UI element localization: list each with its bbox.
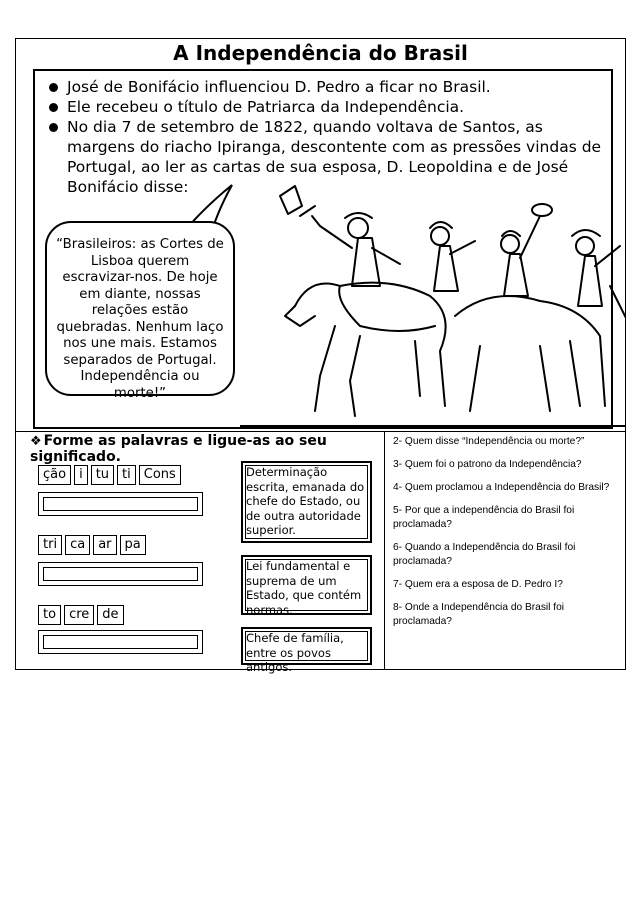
syllable-group-3 [38, 605, 124, 625]
passage-bullet: Ele recebeu o título de Patriarca da Independência. [45, 97, 605, 117]
syllable-tile: Cons [139, 465, 181, 485]
question-item: 6- Quando a Independência do Brasil foi proclamada? [393, 542, 576, 567]
exercise-section [16, 431, 625, 674]
horsemen-illustration [240, 176, 625, 431]
syllable-group-1 [38, 465, 181, 485]
questions-column [385, 431, 627, 669]
question-item: 5- Por que a independência do Brasil foi proclamada? [393, 505, 575, 530]
question-item: 4- Quem proclamou a Independência do Brasil? [393, 482, 610, 493]
question-item: 8- Onde a Independência do Brasil foi proclamada? [393, 602, 565, 627]
passage-bullet: No dia 7 de setembro de 1822, quando voltava de Santos, as margens do riacho Ipiranga, descontente com as pressões vindas de Portugal, ao ler as cartas de sua esposa, D. Leopoldina e de José Bonifácio disse: [45, 117, 605, 197]
question-item: 2- Quem disse “Independência ou morte?” [393, 436, 585, 447]
page-title: A Independência do Brasil [173, 41, 468, 65]
word-exercise [16, 431, 385, 674]
question-item: 7- Quem era a esposa de D. Pedro I? [393, 579, 563, 590]
syllable-tile: ar [93, 535, 116, 555]
definition-box-3[interactable]: Chefe de família, entre os povos antigos. [241, 627, 372, 665]
definition-box-1[interactable]: Determinação escrita, emanada do chefe do Estado, ou de outra autoridade superior. [241, 461, 372, 543]
syllable-tile: ti [117, 465, 136, 485]
answer-box-3[interactable] [38, 630, 203, 654]
reading-passage-box [33, 69, 613, 429]
passage-bullet: José de Bonifácio influenciou D. Pedro a ficar no Brasil. [45, 77, 605, 97]
syllable-tile: to [38, 605, 61, 625]
syllable-tile: cre [64, 605, 94, 625]
worksheet [15, 38, 626, 674]
syllable-tile: ca [65, 535, 90, 555]
instruction-text: Forme as palavras e ligue-as ao seu significado. [30, 433, 327, 465]
syllable-tile: tri [38, 535, 62, 555]
answer-box-2[interactable] [38, 562, 203, 586]
definition-box-2[interactable]: Lei fundamental e suprema de um Estado, que contém normas. [241, 555, 372, 615]
syllable-tile: de [97, 605, 123, 625]
syllable-tile: tu [91, 465, 114, 485]
reading-section [16, 39, 625, 432]
syllable-group-2 [38, 535, 146, 555]
syllable-tile: pa [120, 535, 146, 555]
speech-bubble: “Brasileiros: as Cortes de Lisboa querem escravizar-nos. De hoje em diante, nossas relações estão quebradas. Nenhum laço nos une mais. Estamos separados de Portugal. Independência ou morte!” [45, 221, 235, 396]
question-item: 3- Quem foi o patrono da Independência? [393, 459, 582, 470]
diamond-bullet-icon: ❖ [30, 434, 42, 449]
answer-box-1[interactable] [38, 492, 203, 516]
syllable-tile: i [74, 465, 88, 485]
syllable-tile: ção [38, 465, 71, 485]
